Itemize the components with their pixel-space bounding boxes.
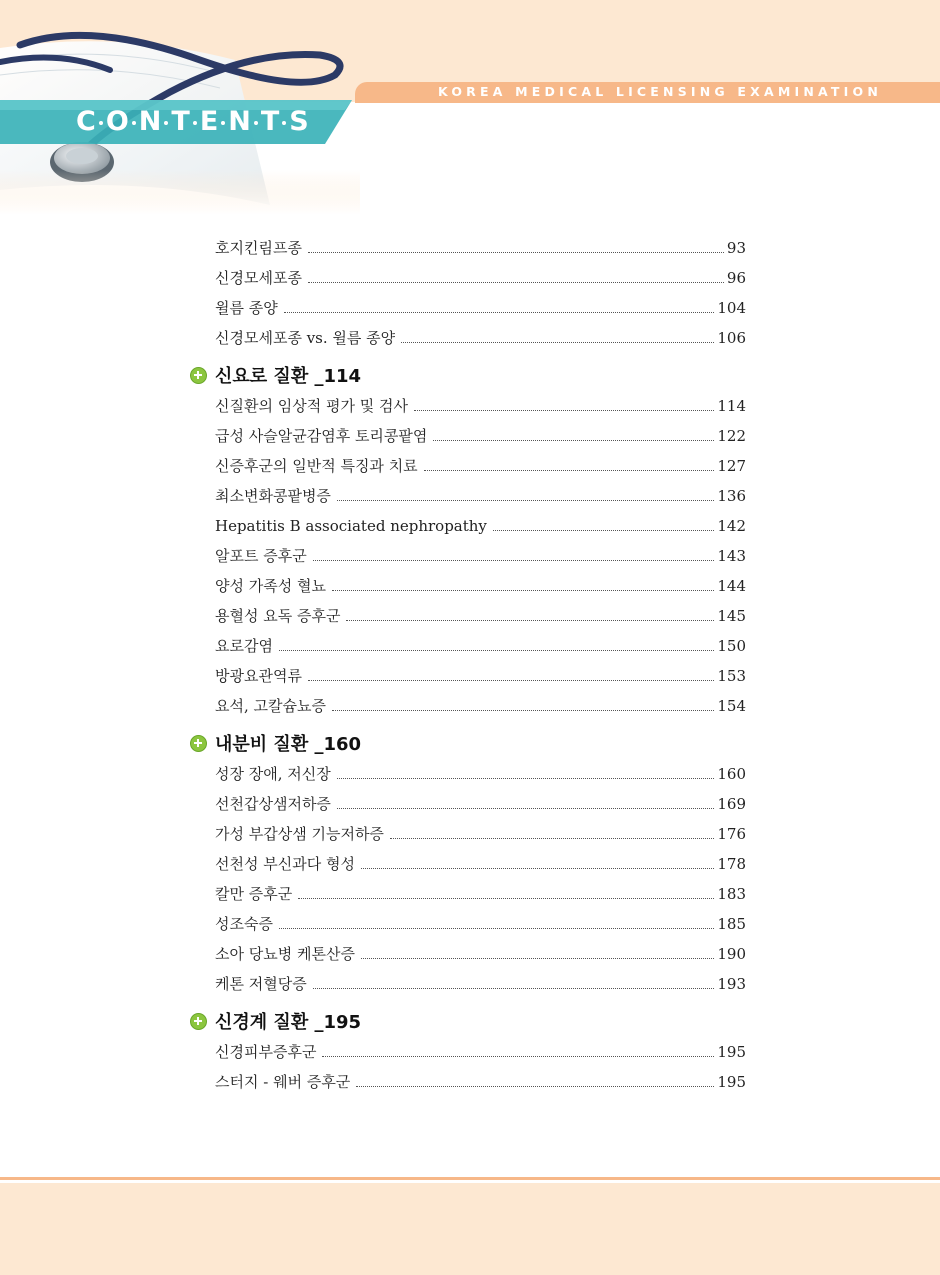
toc-entry-title: 요석, 고칼슘뇨증: [215, 697, 326, 715]
toc-entry[interactable]: [190, 788, 746, 818]
dot-leader: [356, 1086, 714, 1087]
toc-entry-page: 178: [717, 855, 746, 873]
toc-entry-title: 용혈성 요독 증후군: [215, 607, 341, 625]
toc-entry-title: 신질환의 임상적 평가 및 검사: [215, 397, 408, 415]
plus-circle-icon: [190, 367, 207, 384]
dot-leader: [346, 620, 714, 621]
contents-letter: S: [289, 106, 309, 137]
toc-entry-title: 신경피부증후군: [215, 1043, 317, 1061]
dot-leader: [313, 988, 715, 989]
dot-leader: [424, 470, 715, 471]
header-banner-text: KOREA MEDICAL LICENSING EXAMINATION: [438, 84, 882, 99]
toc-entry-page: 195: [717, 1043, 746, 1061]
toc-entry[interactable]: [190, 510, 746, 540]
dot-leader: [337, 500, 714, 501]
toc-section-heading[interactable]: [190, 728, 746, 758]
toc-entry-title: 선천갑상샘저하증: [215, 795, 331, 813]
contents-letter: N: [228, 106, 251, 137]
toc-entry-title: Hepatitis B associated nephropathy: [215, 517, 487, 535]
contents-letter: C: [76, 106, 96, 137]
contents-letter: N: [138, 106, 162, 137]
toc-entry-page: 96: [726, 269, 746, 287]
dot-leader: [401, 342, 714, 343]
toc-entry[interactable]: [190, 1066, 746, 1096]
toc-entry-page: 193: [717, 975, 746, 993]
toc-entry-page: 154: [717, 697, 746, 715]
toc-entry[interactable]: [190, 540, 746, 570]
toc-entry-title: 스터지 - 웨버 증후군: [215, 1073, 351, 1091]
toc-entry[interactable]: [190, 690, 746, 720]
toc-entry-page: 185: [717, 915, 746, 933]
toc-entry-page: 169: [717, 795, 746, 813]
toc-entry-title: 성조숙증: [215, 915, 273, 933]
toc-entry[interactable]: [190, 630, 746, 660]
toc-entry-title: 최소변화콩팥병증: [215, 487, 331, 505]
dot-leader: [308, 680, 714, 681]
toc-entry-title: 알포트 증후군: [215, 547, 307, 565]
toc-entry-title: 윌름 종양: [215, 299, 278, 317]
dot-leader: [298, 898, 714, 899]
toc-entry-title: 호지킨림프종: [215, 239, 302, 257]
plus-circle-icon: [190, 1013, 207, 1030]
toc-entry-title: 신증후군의 일반적 특징과 치료: [215, 457, 418, 475]
toc-entry-page: 143: [717, 547, 746, 565]
toc-entry-title: 양성 가족성 혈뇨: [215, 577, 326, 595]
toc-entry-title: 성장 장애, 저신장: [215, 765, 331, 783]
dot-leader: [361, 958, 714, 959]
toc-entry-page: 190: [717, 945, 746, 963]
toc-entry[interactable]: [190, 390, 746, 420]
dot-leader: [414, 410, 714, 411]
toc-entry[interactable]: [190, 878, 746, 908]
contents-letter: T: [171, 106, 190, 137]
toc-entry[interactable]: [190, 938, 746, 968]
toc-entry[interactable]: [190, 262, 746, 292]
dot-leader: [279, 650, 714, 651]
toc-entry-page: 145: [717, 607, 746, 625]
section-heading-text: 신경계 질환 _195: [215, 1012, 362, 1033]
toc-entry-title: 신경모세포종 vs. 윌름 종양: [215, 329, 396, 347]
toc-entry-page: 183: [717, 885, 746, 903]
toc-entry-page: 122: [717, 427, 746, 445]
toc-entry-page: 153: [717, 667, 746, 685]
plus-circle-icon: [190, 735, 207, 752]
toc-entry[interactable]: [190, 600, 746, 630]
dot-leader: [308, 282, 724, 283]
toc-entry[interactable]: [190, 908, 746, 938]
toc-entry-page: 150: [717, 637, 746, 655]
section-heading-text: 내분비 질환 _160: [215, 734, 362, 755]
toc-entry-page: 176: [717, 825, 746, 843]
toc-entry[interactable]: [190, 848, 746, 878]
toc-entry-page: 106: [717, 329, 746, 347]
toc-entry-page: 195: [717, 1073, 746, 1091]
toc-entry[interactable]: [190, 1036, 746, 1066]
toc-entry-title: 칼만 증후군: [215, 885, 293, 903]
toc-entry-page: 160: [717, 765, 746, 783]
toc-entry-title: 케톤 저혈당증: [215, 975, 307, 993]
toc-entry-page: 144: [717, 577, 746, 595]
toc-section-heading[interactable]: [190, 360, 746, 390]
toc-entry[interactable]: [190, 232, 746, 262]
dot-leader: [337, 808, 714, 809]
dot-leader: [493, 530, 714, 531]
toc-entry[interactable]: [190, 480, 746, 510]
toc-entry[interactable]: [190, 818, 746, 848]
dot-leader: [332, 590, 714, 591]
contents-letter: E: [199, 106, 219, 137]
dot-leader: [433, 440, 714, 441]
toc-entry-title: 가성 부갑상샘 기능저하증: [215, 825, 384, 843]
table-of-contents: [190, 232, 746, 1096]
toc-entry[interactable]: [190, 420, 746, 450]
toc-entry-title: 급성 사슬알균감염후 토리콩팥염: [215, 427, 428, 445]
toc-entry[interactable]: [190, 322, 746, 352]
toc-entry[interactable]: [190, 968, 746, 998]
dot-leader: [279, 928, 714, 929]
dot-leader: [332, 710, 714, 711]
toc-entry-title: 선천성 부신과다 형성: [215, 855, 355, 873]
toc-entry[interactable]: [190, 570, 746, 600]
dot-leader: [308, 252, 724, 253]
dot-leader: [284, 312, 715, 313]
dot-leader: [313, 560, 715, 561]
footer-divider: [0, 1177, 940, 1180]
toc-entry-title: 신경모세포종: [215, 269, 302, 287]
toc-section-heading[interactable]: [190, 1006, 746, 1036]
toc-entry-title: 방광요관역류: [215, 667, 302, 685]
section-heading-text: 신요로 질환 _114: [215, 366, 362, 387]
toc-entry-page: 114: [717, 397, 746, 415]
toc-entry[interactable]: [190, 292, 746, 322]
toc-entry-page: 127: [717, 457, 746, 475]
toc-entry[interactable]: [190, 660, 746, 690]
toc-entry-title: 요로감염: [215, 637, 273, 655]
footer-background: [0, 1183, 940, 1275]
toc-entry-page: 104: [717, 299, 746, 317]
toc-entry-title: 소아 당뇨병 케톤산증: [215, 945, 355, 963]
contents-letter: T: [260, 106, 280, 137]
toc-entry-page: 142: [717, 517, 746, 535]
contents-title: [76, 105, 309, 139]
contents-letter: O: [105, 106, 129, 137]
toc-entry[interactable]: [190, 758, 746, 788]
dot-leader: [361, 868, 714, 869]
dot-leader: [337, 778, 715, 779]
dot-leader: [322, 1056, 714, 1057]
toc-entry-page: 93: [726, 239, 746, 257]
dot-leader: [390, 838, 714, 839]
toc-entry-page: 136: [717, 487, 746, 505]
toc-entry[interactable]: [190, 450, 746, 480]
